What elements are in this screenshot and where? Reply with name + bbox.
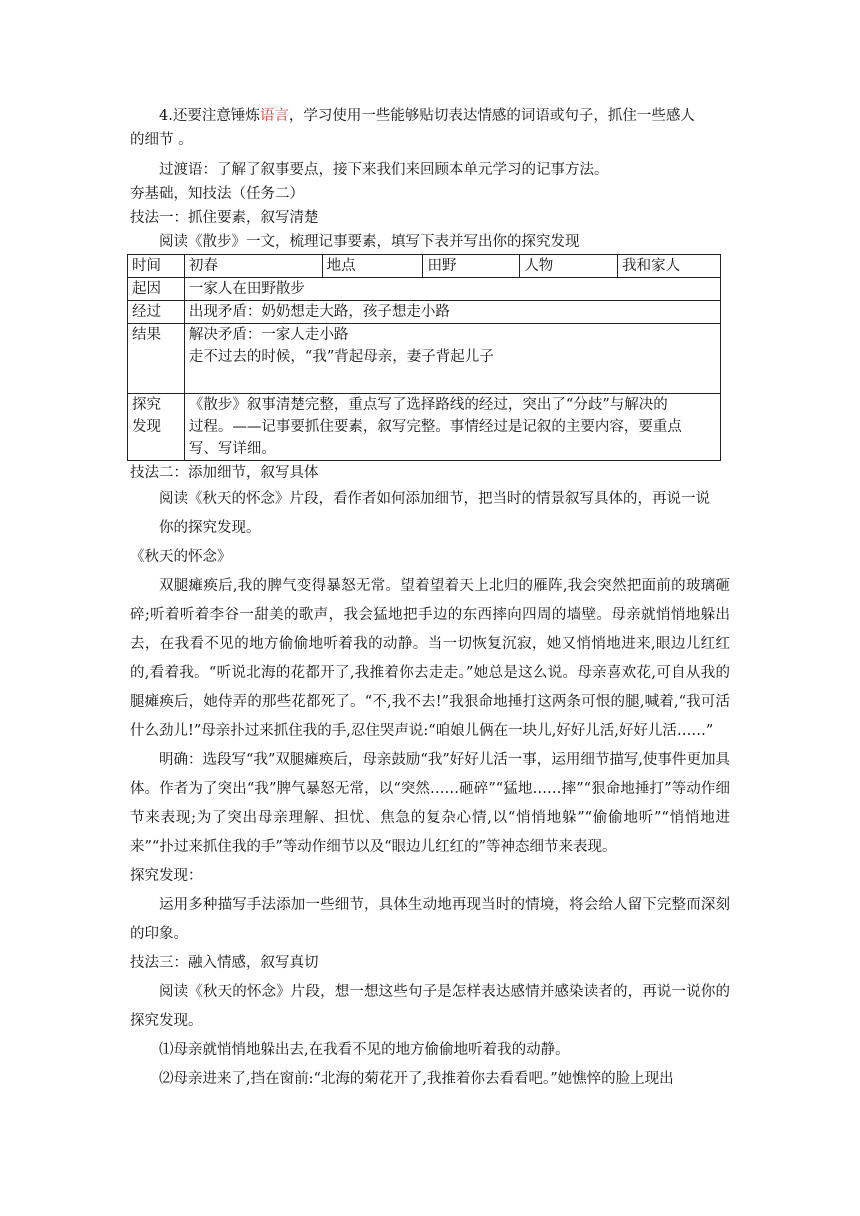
table-row xyxy=(128,301,721,324)
table-row xyxy=(128,278,721,301)
time-value: 初春 xyxy=(184,255,322,278)
read1-instruction: 阅读《散步》一文，梳理记事要素，填写下表并写出你的探究发现 xyxy=(159,234,580,250)
finding-value: 《散步》叙事清楚完整，重点写了选择路线的经过，突出了“分歧”与解决的 过程。——记事要抓住要素，叙写完整。事情经过是记叙的主要内容，要重点 写、写详细。 xyxy=(184,394,720,461)
process-label: 经过 xyxy=(128,301,185,324)
person-value: 我和家人 xyxy=(618,255,721,278)
transition-text: 过渡语：了解了叙事要点，接下来我们来回顾本单元学习的记事方法。 xyxy=(159,162,609,178)
item-4-cont: 的细节 。 xyxy=(130,132,193,148)
clarify-text: 明确：选段写“我”双腿瘫痪后，母亲鼓励“我”好好儿活一事，运用细节描写,使事件更加具体。作者为了突出“我”脾气暴怒无常，以“突然……砸碎”“猛地……摔”“狠命地捶打”等动作细节来表现;为了突出母亲理解、担忧、焦急的复杂心情,以“悄悄地躲”“偷偷地听”“悄悄地进来”“扑过来抓住我的手”等动作细节以及“眼边儿红红的”等神态细节来表现。 xyxy=(130,752,730,855)
time-label: 时间 xyxy=(128,255,185,278)
table-row xyxy=(128,394,721,461)
excerpt-title: 《秋天的怀念》 xyxy=(130,549,232,565)
result-value: 解决矛盾：一家人走小路 走不过去的时候，“我”背起母亲，妻子背起儿子 xyxy=(184,324,720,394)
sentence-2: ⑵母亲进来了,挡在窗前:“北海的菊花开了,我推着你去看看吧。”她憔悴的脸上现出 xyxy=(159,1071,674,1087)
table-row xyxy=(128,255,721,278)
method3-heading: 技法三：融入情感，叙写真切 xyxy=(130,955,319,971)
method2-heading: 技法二：添加细节，叙写具体 xyxy=(130,465,319,481)
excerpt-text: 双腿瘫痪后,我的脾气变得暴怒无常。望着望着天上北归的雁阵,我会突然把面前的玻璃砸碎;听着听着李谷一甜美的歌声，我会猛地把手边的东西摔向四周的墙壁。母亲就悄悄地躲出去，在我看不见的地方偷偷地听着我的动静。当一切恢复沉寂，她又悄悄地进来,眼边儿红红的,看着我。“听说北海的花都开了,我推着你去走走。”她总是这么说。母亲喜欢花,可自从我的腿瘫痪后，她侍弄的那些花都死了。“不,我不去!”我狠命地捶打这两条可恨的腿,喊着,“我可活什么劲儿!”母亲扑过来抓住我的手,忍住哭声说:“咱娘儿俩在一块儿,好好儿活,好好儿活……” xyxy=(130,578,730,739)
place-value: 田野 xyxy=(423,255,520,278)
method1-heading: 技法一：抓住要素，叙写清楚 xyxy=(130,210,319,226)
table-row xyxy=(128,324,721,394)
cause-value: 一家人在田野散步 xyxy=(184,278,720,301)
place-label: 地点 xyxy=(322,255,423,278)
task2-heading: 夯基础，知技法（任务二） xyxy=(130,186,304,202)
person-label: 人物 xyxy=(520,255,618,278)
finding-text: 运用多种描写手法添加一些细节，具体生动地再现当时的情境，将会给人留下完整而深刻的印象。 xyxy=(130,897,730,942)
sentence-1: ⑴母亲就悄悄地躲出去,在我看不见的地方偷偷地听着我的动静。 xyxy=(159,1042,570,1058)
highlight-language: 语言 xyxy=(259,108,289,124)
item-4: 4.还要注意锤炼语言，学习使用一些能够贴切表达情感的词语或句子，抓住一些感人 xyxy=(159,108,695,124)
read2-instruction: 阅读《秋天的怀念》片段，看作者如何添加细节，把当时的情景叙写具体的，再说一说 xyxy=(159,491,710,507)
read3-instruction: 阅读《秋天的怀念》片段，想一想这些句子是怎样表达感情并感染读者的，再说一说你的探究发现。 xyxy=(130,984,730,1029)
process-value: 出现矛盾：奶奶想走大路，孩子想走小路 xyxy=(184,301,720,324)
read2-instruction-cont: 你的探究发现。 xyxy=(159,520,261,536)
elements-table xyxy=(127,254,721,461)
document-page xyxy=(130,104,730,1094)
result-label: 结果 xyxy=(128,324,185,394)
finding-label: 探究 发现 xyxy=(128,394,185,461)
cause-label: 起因 xyxy=(128,278,185,301)
finding-heading: 探究发现： xyxy=(130,868,203,884)
